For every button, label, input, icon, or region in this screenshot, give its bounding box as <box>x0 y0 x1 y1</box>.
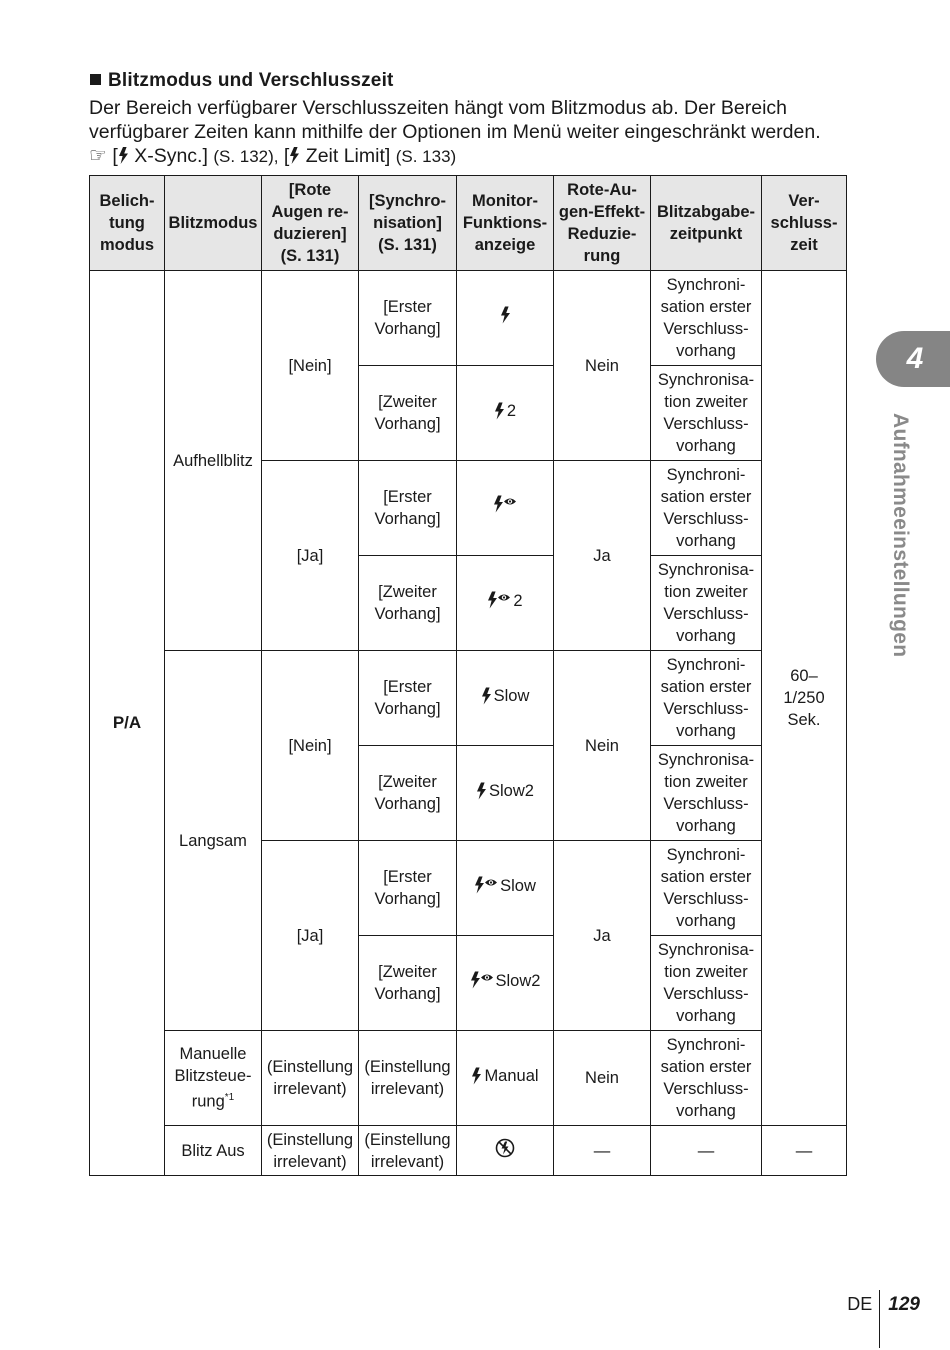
timing-cell: Synchronisa- tion zweiter Verschluss- vorhang <box>651 936 762 1031</box>
exposure-mode-cell: P/A <box>90 271 165 1176</box>
chapter-title-tab: Aufnahmeeinstellungen <box>889 412 912 658</box>
monitor-cell: Slow <box>457 841 554 936</box>
sync-cell: [Erster Vorhang] <box>359 651 457 746</box>
reference-page-1: (S. 132), <box>213 147 279 166</box>
mode-manual-cell: Manuelle Blitzsteue- rung$^{*1}$ <box>165 1031 262 1126</box>
reference-page-2: (S. 133) <box>395 147 457 166</box>
header-reduzierung: Rote-Au- gen-Effekt- Reduzie- rung <box>554 176 651 271</box>
red-eye-cell: [Ja] <box>262 461 359 651</box>
section-heading-text: Blitzmodus und Verschlusszeit <box>108 70 394 91</box>
flash-icon <box>476 781 487 801</box>
sync-cell: (Einstellung irrelevant) <box>359 1031 457 1126</box>
monitor-cell <box>457 1126 554 1176</box>
timing-cell: Synchroni- sation erster Verschluss- vorhang <box>651 271 762 366</box>
reduction-cell: Nein <box>554 1031 651 1126</box>
flash-icon <box>494 401 505 421</box>
mode-off-cell: Blitz Aus <box>165 1126 262 1176</box>
timing-cell: Synchroni- sation erster Verschluss- vorhang <box>651 651 762 746</box>
reduction-cell: Nein <box>554 651 651 841</box>
table-row <box>90 1126 847 1176</box>
reference-hand-icon: ☞ <box>89 145 107 167</box>
sync-cell: [Zweiter Vorhang] <box>359 936 457 1031</box>
sync-cell: [Erster Vorhang] <box>359 271 457 366</box>
mode-slow-cell: Langsam <box>165 651 262 1031</box>
shutter-range-cell: 60– 1/250 Sek. <box>762 271 847 1126</box>
monitor-cell: Manual <box>457 1031 554 1126</box>
sync-cell: [Zweiter Vorhang] <box>359 366 457 461</box>
red-eye-cell: [Nein] <box>262 271 359 461</box>
flash-off-icon <box>495 1138 515 1158</box>
timing-cell: Synchronisa- tion zweiter Verschluss- vorhang <box>651 556 762 651</box>
table-row <box>90 1031 847 1126</box>
sync-cell: [Zweiter Vorhang] <box>359 556 457 651</box>
monitor-cell: 2 <box>457 556 554 651</box>
red-eye-cell: (Einstellung irrelevant) <box>262 1031 359 1126</box>
red-eye-cell: [Ja] <box>262 841 359 1031</box>
table-row <box>90 651 847 746</box>
square-bullet-icon <box>90 74 101 85</box>
monitor-cell: Slow <box>457 651 554 746</box>
flash-red-eye-icon <box>474 876 498 896</box>
table-header-row <box>90 176 847 271</box>
table-row <box>90 271 847 366</box>
red-eye-cell: (Einstellung irrelevant) <box>262 1126 359 1176</box>
timing-cell: Synchronisa- tion zweiter Verschluss- vorhang <box>651 366 762 461</box>
reference-line: ☞ [ X-Sync.] (S. 132), [ Zeit Limit] (S. 133) <box>89 145 457 167</box>
sync-cell: [Erster Vorhang] <box>359 841 457 936</box>
timing-cell: Synchroni- sation erster Verschluss- vorhang <box>651 1031 762 1126</box>
reduction-cell: Ja <box>554 461 651 651</box>
flash-red-eye-icon <box>470 971 494 991</box>
sync-cell: (Einstellung irrelevant) <box>359 1126 457 1176</box>
reduction-cell: Nein <box>554 271 651 461</box>
flash-icon <box>471 1066 482 1086</box>
chapter-number-tab: 4 <box>876 331 950 387</box>
reduction-cell: Ja <box>554 841 651 1031</box>
flash-icon <box>289 147 300 164</box>
flash-icon <box>481 686 492 706</box>
header-rote-augen: [Rote Augen re- duzieren] (S. 131) <box>262 176 359 271</box>
page-footer <box>847 1290 920 1350</box>
header-verschlusszeit: Ver- schluss- zeit <box>762 176 847 271</box>
monitor-cell <box>457 461 554 556</box>
timing-cell: Synchroni- sation erster Verschluss- vorhang <box>651 841 762 936</box>
timing-cell: Synchroni- sation erster Verschluss- vorhang <box>651 461 762 556</box>
sync-cell: [Zweiter Vorhang] <box>359 746 457 841</box>
header-monitor: Monitor- Funktions- anzeige <box>457 176 554 271</box>
flash-red-eye-icon <box>487 591 511 611</box>
flash-icon <box>500 305 511 325</box>
footnote-marker: *1 <box>224 1092 235 1104</box>
timing-cell: — <box>651 1126 762 1176</box>
red-eye-cell: [Nein] <box>262 651 359 841</box>
mode-fill-cell: Aufhellblitz <box>165 271 262 651</box>
sync-cell: [Erster Vorhang] <box>359 461 457 556</box>
header-zeitpunkt: Blitzabgabe- zeitpunkt <box>651 176 762 271</box>
monitor-cell <box>457 271 554 366</box>
monitor-cell: Slow2 <box>457 936 554 1031</box>
shutter-range-cell: — <box>762 1126 847 1176</box>
header-blitzmodus: Blitzmodus <box>165 176 262 271</box>
section-heading <box>90 70 394 92</box>
reduction-cell: — <box>554 1126 651 1176</box>
intro-paragraph: Der Bereich verfügbarer Verschlusszeiten hängt vom Blitzmodus ab. Der Bereich verfügbarer Zeiten kann mithilfe der Optionen im Menü weiter eingeschränkt werden. <box>89 97 821 143</box>
language-code: DE <box>847 1294 873 1314</box>
page-number: 129 <box>888 1294 920 1315</box>
header-synchronisation: [Synchro- nisation] (S. 131) <box>359 176 457 271</box>
monitor-cell: Slow2 <box>457 746 554 841</box>
flash-mode-table <box>89 175 847 1176</box>
reference-x-sync: X-Sync.] <box>134 145 208 167</box>
header-belichtungsmodus: Belich- tung modus <box>90 176 165 271</box>
flash-red-eye-icon <box>493 495 517 515</box>
monitor-cell: 2 <box>457 366 554 461</box>
reference-zeit-limit: Zeit Limit] <box>305 145 391 167</box>
timing-cell: Synchronisa- tion zweiter Verschluss- vorhang <box>651 746 762 841</box>
flash-icon <box>118 147 129 164</box>
